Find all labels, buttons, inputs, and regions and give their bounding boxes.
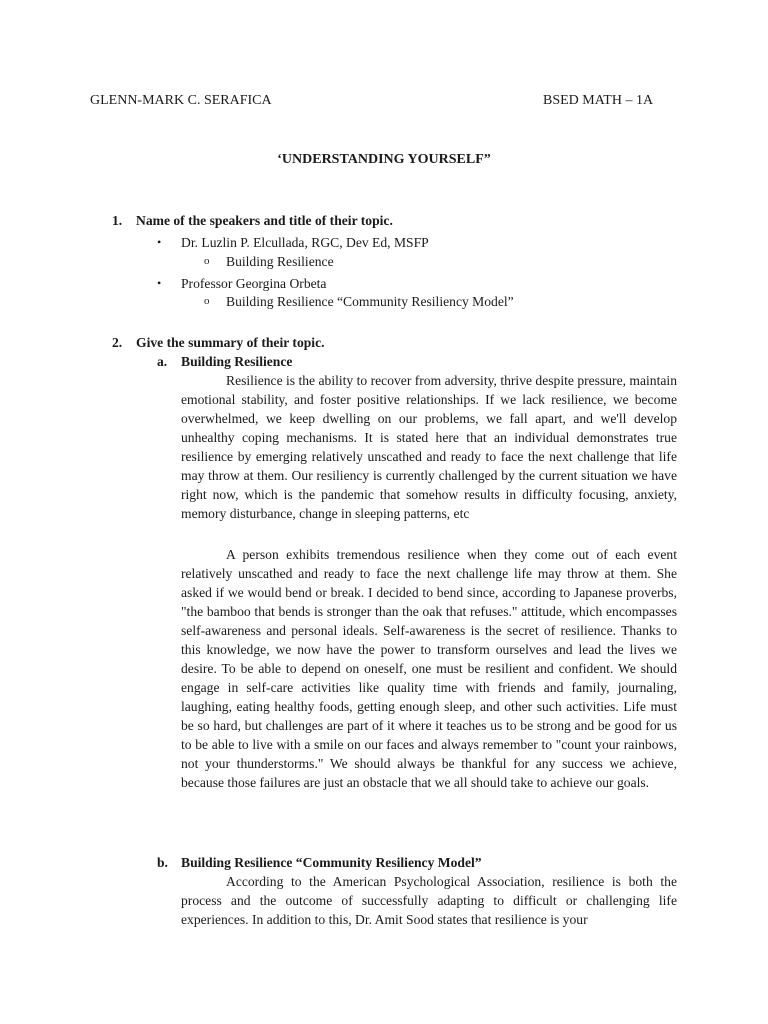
subsection-b-paragraph-1: According to the American Psychological Association, resilience is both the process and the outcome of successfully adapting to difficult or challenging life experiences. In addition to this, Dr. Amit Sood states that resilience is your	[181, 874, 677, 927]
speaker-1-topic: Building Resilience	[226, 254, 334, 269]
author-name: GLENN-MARK C. SERAFICA	[90, 93, 272, 108]
section-2-number: 2.	[112, 335, 123, 350]
section-2-heading: Give the summary of their topic.	[136, 335, 325, 350]
subsection-b-title: Building Resilience “Community Resiliency Model”	[181, 855, 482, 870]
subsection-a-title: Building Resilience	[181, 354, 293, 369]
speaker-2-name: Professor Georgina Orbeta	[181, 276, 327, 291]
section-1-heading: Name of the speakers and title of their topic.	[136, 213, 393, 228]
document-header	[90, 93, 662, 113]
bullet-marker: •	[157, 276, 162, 290]
document-title: ‘UNDERSTANDING YOURSELF”	[277, 152, 491, 167]
subsection-a-paragraph-2: A person exhibits tremendous resilience when they come out of each event relatively unscathed and ready to face the next challenge life may throw at them. She asked if we would bend or break. I decided to bend since, according to Japanese proverbs, "the bamboo that bends is stronger than the oak that refuses." attitude, which encompasses self-awareness and personal ideals. Self-awareness is the secret of resilience. Thanks to this knowledge, we now have the power to transform ourselves and lead the lives we desire. To be able to depend on oneself, one must be resilient and confident. We should engage in self-care activities like quality time with friends and family, journaling, laughing, eating healthy foods, getting enough sleep, and other such activities. Life must be so hard, but challenges are part of it where it teaches us to be strong and be good for us to be able to live with a smile on our faces and always remember to "count your rainbows, not your thunderstorms." We should always be thankful for any success we achieve, because those failures are just an obstacle that we all should take to achieve our goals.	[181, 547, 677, 790]
sub-bullet-marker: o	[204, 295, 210, 307]
bullet-marker: •	[157, 235, 162, 249]
subsection-a-letter: a.	[157, 354, 168, 369]
section-1-number: 1.	[112, 213, 123, 228]
speaker-1-name: Dr. Luzlin P. Elcullada, RGC, Dev Ed, MSFP	[181, 235, 429, 250]
subsection-b-letter: b.	[157, 855, 168, 870]
speaker-2-topic: Building Resilience “Community Resiliency Model”	[226, 294, 514, 309]
sub-bullet-marker: o	[204, 255, 210, 267]
subsection-a-paragraph-1: Resilience is the ability to recover from adversity, thrive despite pressure, maintain emotional stability, and foster positive relationships. If we lack resilience, we become overwhelmed, we keep dwelling on our problems, we fall apart, and we'll develop unhealthy coping mechanisms. It is stated here that an individual demonstrates true resilience by emerging relatively unscathed and ready to face the next challenge that life may throw at them. Our resiliency is currently challenged by the current situation we have right now, which is the pandemic that somehow results in difficulty focusing, anxiety, memory disturbance, change in sleeping patterns, etc	[181, 373, 677, 521]
course-label: BSED MATH – 1A	[543, 93, 654, 108]
